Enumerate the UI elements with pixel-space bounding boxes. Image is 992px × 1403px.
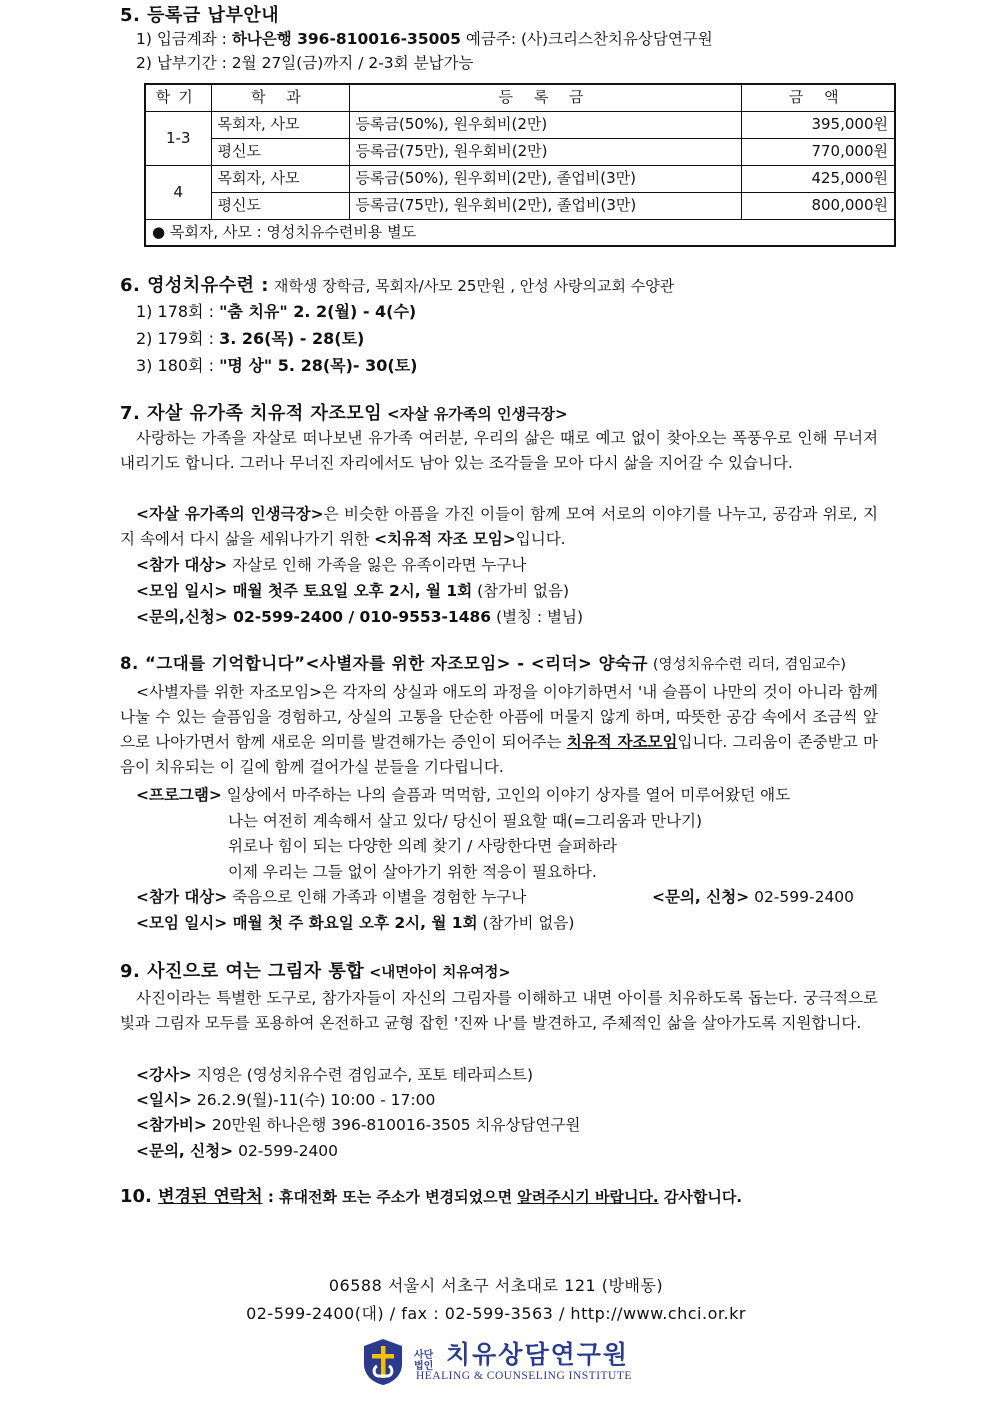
- s5-account-number: 하나은행 396-810016-35005: [231, 30, 461, 48]
- amount-cell: 770,000원: [741, 138, 895, 165]
- term-cell: 1-3: [145, 111, 211, 165]
- retreat-item: 3) 180회 : "명 상" 5. 28(목)- 30(토): [136, 356, 418, 375]
- s8-paragraph: <사별자를 위한 자조모임>은 각자의 상실과 애도의 과정을 이야기하면서 '내 슬픔이 나만의 것이 아니라 함께 나눌 수 있는 슬픔임을 경험하고, 상실의 고통을 단순한 아픔에 머물지 않게 하며, 따뜻한 공감 속에서 조금씩 앞으로 나아가면서 함께 새로운 의미를 발견해가는 증인이 되어주는 치유적 자조모임입니다. 그리움이 존중받고 마음이 치유되는 이 길에 함께 걸어가실 분들을 기다립니다.: [120, 683, 878, 776]
- s9-date: <일시> 26.2.9(월)-11(수) 10:00 - 17:00: [136, 1091, 436, 1109]
- amount-cell: 395,000원: [741, 111, 895, 138]
- s8-time: <모임 일시> 매월 첫 주 화요일 오후 2시, 월 1회 (참가비 없음): [136, 914, 575, 932]
- s5-period-line: 2) 납부기간 : 2월 27일(금)까지 / 2-3회 분납가능: [136, 54, 474, 72]
- section-9-heading: [120, 958, 511, 985]
- dept-cell: 목회자, 사모: [211, 165, 349, 192]
- s7-paragraph-1: 사랑하는 가족을 자살로 떠나보낸 유가족 여러분, 우리의 삶은 때로 예고 없이 찾아오는 폭풍우로 인해 무너져 내리기도 합니다. 그러나 무너진 자리에서도 남아 있는 조각들을 모아 다시 삶을 지어갈 수 있습니다.: [120, 429, 878, 472]
- section-9-title: 9. 사진으로 여는 그림자 통합: [120, 961, 365, 982]
- section-7-subtitle: <자살 유가족의 인생극장>: [387, 405, 568, 423]
- section-10: 10. 변경된 연락처 : 휴대전화 또는 주소가 변경되었으면 알려주시기 바랍니다. 감사합니다.: [120, 1186, 743, 1207]
- tuition-table: [144, 83, 896, 247]
- retreat-item: 2) 179회 : 3. 26(목) - 28(토): [136, 329, 365, 348]
- footer-contacts: 02-599-2400(대) / fax : 02-599-3563 / http://www.chci.or.kr: [246, 1304, 746, 1323]
- fee-desc-cell: 등록금(50%), 원우회비(2만), 졸업비(3만): [349, 165, 741, 192]
- table-note: ● 목회자, 사모 : 영성치유수련비용 별도: [145, 219, 895, 246]
- dept-cell: 평신도: [211, 192, 349, 219]
- section-5-title: 5. 등록금 납부안내: [120, 5, 280, 26]
- s8-program: <프로그램> 일상에서 마주하는 나의 슬픔과 먹먹함, 고인의 이야기 상자를 열어 미루어왔던 애도: [136, 786, 791, 804]
- amount-cell: 425,000원: [741, 165, 895, 192]
- section-7-title: 7. 자살 유가족 치유적 자조모임: [120, 403, 383, 424]
- term-cell: 4: [145, 165, 211, 219]
- section-6-title: 6. 영성치유수련 :: [120, 275, 269, 296]
- section-6-subtitle: 재학생 장학금, 목회자/사모 25만원 , 안성 사랑의교회 수양관: [273, 277, 675, 295]
- amount-cell: 800,000원: [741, 192, 895, 219]
- logo-small-text: 사단법인: [414, 1350, 434, 1372]
- section-9-subtitle: <내면아이 치유여정>: [369, 965, 511, 981]
- header-dept: 학 과: [211, 84, 349, 111]
- section-8-title: 8. “그대를 기억합니다”<사별자를 위한 자조모임> - <리더> 양숙규: [120, 654, 648, 673]
- table-row: [145, 165, 895, 192]
- s8-program-line: 나는 여전히 계속해서 살고 있다/ 당신이 필요할 때(=그리움과 만나기): [228, 812, 702, 830]
- section-10-title: 변경된 연락처: [158, 1187, 263, 1207]
- header-fee: 등 록 금: [349, 84, 741, 111]
- s9-lecturer: <강사> 지영은 (영성치유수련 겸임교수, 포토 테라피스트): [136, 1066, 534, 1084]
- dept-cell: 목회자, 사모: [211, 111, 349, 138]
- fee-desc-cell: 등록금(75만), 원우회비(2만): [349, 138, 741, 165]
- table-row: [145, 192, 895, 219]
- s7-paragraph-2: <자살 유가족의 인생극장>은 비슷한 아픔을 가진 이들이 함께 모여 서로의 이야기를 나누고, 공감과 위로, 지지 속에서 다시 삶을 세워나가기 위한 <치유적 자조 모임>입니다.: [120, 505, 879, 548]
- retreat-item: 1) 178회 : "춤 치유" 2. 2(월) - 4(수): [136, 302, 417, 321]
- logo-emblem-icon: [360, 1338, 406, 1386]
- footer-address: 06588 서울시 서초구 서초대로 121 (방배동): [328, 1276, 664, 1295]
- s8-program-line: 이제 우리는 그들 없이 살아가기 위한 적응이 필요하다.: [228, 863, 597, 881]
- s9-paragraph: 사진이라는 특별한 도구로, 참가자들이 자신의 그림자를 이해하고 내면 아이를 치유하도록 돕는다. 궁극적으로 빛과 그림자 모두를 포용하여 온전하고 균형 잡힌 '진짜 나'를 발견하고, 주체적인 삶을 살아가도록 지원합니다.: [120, 989, 878, 1032]
- table-note-row: [145, 219, 895, 246]
- logo-name: 치유상담연구원: [446, 1340, 630, 1369]
- header-term: 학기: [145, 84, 211, 111]
- fee-desc-cell: 등록금(75만), 원우회비(2만), 졸업비(3만): [349, 192, 741, 219]
- s7-target: <참가 대상> 자살로 인해 가족을 잃은 유족이라면 누구나: [136, 556, 527, 574]
- section-8-note: (영성치유수련 리더, 겸임교수): [652, 657, 847, 673]
- s8-target: <참가 대상> 죽음으로 인해 가족과 이별을 경험한 누구나: [136, 888, 527, 906]
- s8-program-line: 위로나 힘이 되는 다양한 의례 찾기 / 사랑한다면 슬퍼하라: [228, 837, 618, 855]
- institute-logo: [360, 1338, 670, 1388]
- header-amount: 금 액: [741, 84, 895, 111]
- section-10-underlined: 알려주시기 바랍니다.: [517, 1188, 659, 1206]
- s8-underlined: 치유적 자조모임: [566, 733, 678, 751]
- section-6-heading: [120, 272, 674, 299]
- section-8-heading: [120, 652, 846, 677]
- s7-contact: <문의,신청> 02-599-2400 / 010-9553-1486 (별칭 : 별님): [136, 608, 584, 626]
- dept-cell: 평신도: [211, 138, 349, 165]
- fee-desc-cell: 등록금(50%), 원우회비(2만): [349, 111, 741, 138]
- logo-english: HEALING & COUNSELING INSTITUTE: [416, 1370, 632, 1382]
- table-row: [145, 138, 895, 165]
- s7-time: <모임 일시> 매월 첫주 토요일 오후 2시, 월 1회 (참가비 없음): [136, 582, 570, 600]
- s9-fee: <참가비> 20만원 하나은행 396-810016-3505 치유상담연구원: [136, 1116, 581, 1134]
- s5-account-line: 1) 입금계좌 : 하나은행 396-810016-35005 예금주: (사)크리스찬치유상담연구원: [136, 30, 713, 48]
- s9-contact: <문의, 신청> 02-599-2400: [136, 1142, 339, 1160]
- s8-contact: <문의, 신청> 02-599-2400: [652, 888, 855, 906]
- table-row: [145, 111, 895, 138]
- section-7-heading: [120, 400, 568, 427]
- table-header-row: [145, 84, 895, 111]
